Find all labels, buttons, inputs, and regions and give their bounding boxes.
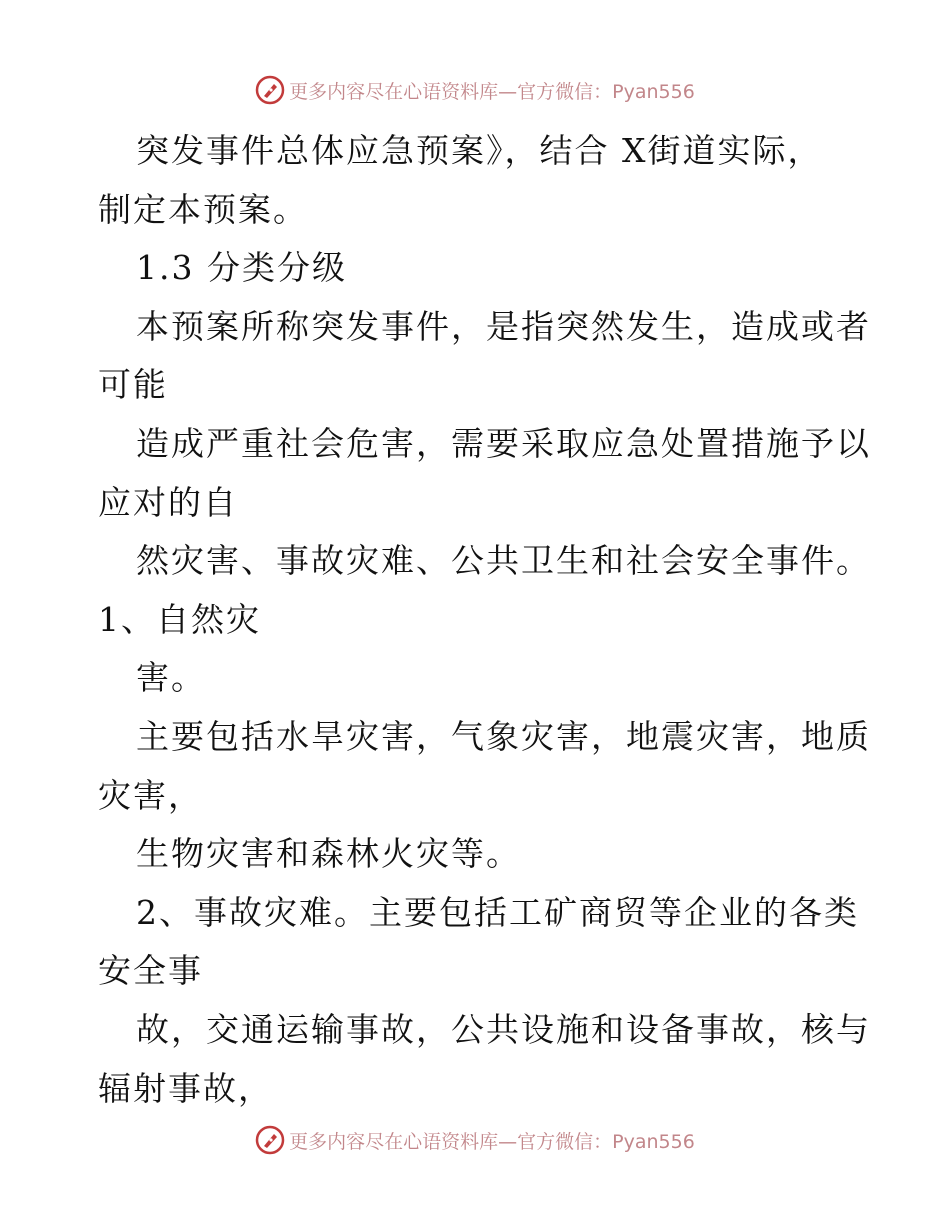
text-line: 主要包括水旱灾害，气象灾害，地震灾害，地质 bbox=[136, 716, 871, 756]
text-line: 可能 bbox=[98, 365, 168, 405]
header-text: 更多内容尽在心语资料库—官方微信：Pyan556 bbox=[289, 80, 695, 103]
text-line: 安全事 bbox=[98, 951, 203, 991]
text-line: 1.3 分类分级 bbox=[136, 248, 347, 288]
text-line: 辐射事故， bbox=[98, 1068, 273, 1108]
pen-nib-logo-icon bbox=[255, 75, 285, 105]
text-line: 害。 bbox=[136, 658, 206, 698]
text-line: 造成严重社会危害，需要采取应急处置措施予以 bbox=[136, 423, 871, 463]
text-line: 灾害， bbox=[98, 775, 203, 815]
footer-banner bbox=[0, 1120, 950, 1160]
text-line: 2、事故灾难。主要包括工矿商贸等企业的各类 bbox=[136, 892, 859, 932]
footer-text: 更多内容尽在心语资料库—官方微信：Pyan556 bbox=[289, 1130, 695, 1153]
text-line: 突发事件总体应急预案》，结合 X街道实际， bbox=[136, 131, 823, 170]
pen-nib-logo-icon bbox=[255, 1125, 285, 1155]
header-banner bbox=[0, 70, 950, 110]
text-line: 制定本预案。 bbox=[98, 189, 308, 229]
document-body bbox=[98, 122, 878, 1118]
text-line: 故，交通运输事故，公共设施和设备事故，核与 bbox=[136, 1009, 871, 1049]
text-line: 生物灾害和森林火灾等。 bbox=[136, 834, 521, 874]
text-line: 然灾害、事故灾难、公共卫生和社会安全事件。 bbox=[136, 541, 871, 581]
text-line: 1、自然灾 bbox=[98, 599, 261, 639]
text-line: 应对的自 bbox=[98, 482, 238, 522]
text-line: 本预案所称突发事件，是指突然发生，造成或者 bbox=[136, 306, 871, 346]
